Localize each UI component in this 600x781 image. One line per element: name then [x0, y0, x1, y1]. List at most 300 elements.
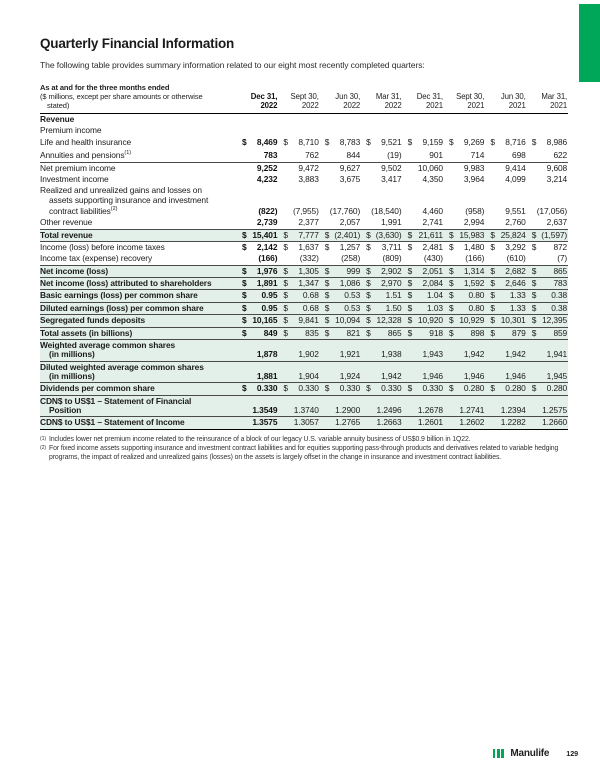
value-cell: $ 0.330	[403, 383, 444, 395]
value-cell	[320, 114, 361, 126]
section-tab-marker	[579, 4, 600, 82]
value-cell: $ 0.95	[237, 302, 278, 314]
value-cell: $ 1,976	[237, 265, 278, 277]
value-cell: $ 9,521	[366, 136, 402, 147]
table-row-dividends-per-common-share	[40, 383, 568, 395]
value-cell: 1,938	[361, 340, 402, 362]
value-cell: 10,060	[403, 162, 444, 174]
value-cell: 1.2663	[361, 417, 402, 429]
dollar-sign: $	[531, 302, 537, 313]
dollar-sign: $	[531, 278, 537, 289]
table-row-weighted-average-common-shares	[40, 340, 568, 362]
dollar-sign: $	[242, 327, 247, 338]
value-cell: 1.3549	[237, 395, 278, 417]
dollar-sign: $	[531, 290, 537, 301]
value-cell: 1,942	[361, 361, 402, 383]
value-cell: 1,878	[237, 340, 278, 362]
dollar-sign: $	[407, 327, 413, 338]
dollar-sign: $	[407, 383, 413, 394]
dollar-sign: $	[448, 136, 454, 147]
value-cell	[278, 125, 319, 136]
value-cell: (19)	[387, 150, 402, 161]
value-cell: $ 0.280	[485, 383, 526, 395]
value-cell: $ 2,682	[485, 265, 526, 277]
row-label-realized-unrealized-gains-losses: Realized and unrealized gains and losses on assets supporting insurance and investment contract liabilities$^{(2)}$	[40, 185, 209, 216]
value-cell: $ 918	[403, 327, 444, 339]
value-cell: (610)	[506, 253, 526, 264]
value-cell: $ 1,637	[278, 241, 319, 253]
value-cell: 1,946	[485, 361, 526, 383]
table-row-premium-income-section	[40, 125, 568, 136]
row-label-dividends-per-common-share: Dividends per common share	[40, 383, 237, 395]
value-cell: $ 8,716	[490, 136, 526, 147]
value-cell: 1.2660	[527, 417, 568, 429]
value-cell: 9,502	[361, 162, 402, 174]
value-cell: $ 2,902	[361, 265, 402, 277]
value-cell: $ 1,257	[320, 241, 361, 253]
dollar-sign: $	[242, 302, 247, 313]
value-cell: $ 821	[320, 327, 361, 339]
table-row-net-premium-income	[40, 162, 568, 174]
value-cell: $ 0.53	[320, 302, 361, 314]
row-label-total-assets: Total assets (in billions)	[40, 327, 237, 339]
row-label-other-revenue: Other revenue	[40, 217, 93, 228]
dollar-sign: $	[490, 136, 495, 147]
value-cell: 9,608	[527, 162, 568, 174]
value-cell: $ 849	[237, 327, 278, 339]
value-cell: 3,883	[298, 173, 319, 184]
value-cell: $ (3,630)	[361, 229, 402, 241]
value-cell: $ 1.03	[403, 302, 444, 314]
dollar-sign: $	[324, 315, 330, 326]
value-cell: $ 9,269	[448, 136, 485, 147]
value-cell: $ 859	[527, 327, 568, 339]
value-cell: 3,417	[381, 173, 402, 184]
dollar-sign: $	[242, 278, 247, 289]
value-cell: $ 0.68	[278, 302, 319, 314]
row-label-income-before-income-taxes: Income (loss) before income taxes	[40, 241, 237, 253]
value-cell: 3,675	[339, 173, 361, 184]
value-cell: (7,955)	[292, 205, 319, 216]
dollar-sign: $	[531, 136, 537, 147]
dollar-sign: $	[490, 315, 495, 326]
dollar-sign: $	[490, 327, 495, 338]
value-cell: 622	[553, 150, 568, 161]
value-cell: 1.2602	[444, 417, 485, 429]
dollar-sign: $	[531, 383, 537, 394]
value-cell: $ 8,710	[283, 136, 319, 147]
dollar-sign: $	[366, 136, 371, 147]
dollar-sign: $	[366, 290, 371, 301]
row-label-life-and-health-insurance: Life and health insurance	[40, 136, 132, 147]
value-cell: $ 21,611	[403, 229, 444, 241]
dollar-sign: $	[407, 265, 413, 276]
value-cell: (18,540)	[371, 205, 402, 216]
dollar-sign: $	[366, 327, 371, 338]
value-cell: (7)	[557, 253, 568, 264]
value-cell: 1.2394	[485, 395, 526, 417]
value-cell: 1.2678	[403, 395, 444, 417]
value-cell: $ 0.95	[237, 290, 278, 302]
value-cell: (258)	[341, 253, 361, 264]
footnote-1: (1) Includes lower net premium income related to the reinsurance of a block of our legacy U.S. variable annuity business of US$0.9 billion in 1Q22.	[40, 435, 471, 443]
value-cell: 1.3575	[237, 417, 278, 429]
dollar-sign: $	[448, 302, 454, 313]
row-label-annuities-and-pensions: Annuities and pensions$^{(1)}$	[40, 150, 132, 161]
quarterly-financial-table	[40, 83, 568, 430]
dollar-sign: $	[407, 241, 413, 252]
value-cell: 1.2496	[361, 395, 402, 417]
table-row-total-assets	[40, 327, 568, 339]
value-cell: $ 0.330	[278, 383, 319, 395]
dollar-sign: $	[366, 315, 371, 326]
value-cell: 2,057	[339, 217, 361, 228]
value-cell: 1,946	[444, 361, 485, 383]
footnotes	[40, 436, 568, 463]
value-cell: $ 9,159	[407, 136, 443, 147]
value-cell: 1,946	[403, 361, 444, 383]
value-cell: 1,904	[278, 361, 319, 383]
value-cell: $ 1.04	[403, 290, 444, 302]
dollar-sign: $	[448, 315, 454, 326]
value-cell: 9,414	[485, 162, 526, 174]
dollar-sign: $	[366, 229, 371, 240]
value-cell: (430)	[423, 253, 443, 264]
value-cell: $ 0.80	[444, 302, 485, 314]
value-cell: $ 12,395	[527, 315, 568, 327]
value-cell: 1.3740	[278, 395, 319, 417]
dollar-sign: $	[531, 229, 537, 240]
page-number: 129	[566, 749, 578, 758]
value-cell: 714	[470, 150, 485, 161]
dollar-sign: $	[324, 383, 330, 394]
value-cell: $ 2,084	[403, 278, 444, 290]
value-cell: 844	[346, 150, 361, 161]
table-row-annuities-and-pensions	[40, 148, 568, 162]
dollar-sign: $	[242, 241, 247, 252]
value-cell: $ 0.330	[320, 383, 361, 395]
value-cell: $ 0.280	[444, 383, 485, 395]
column-header-6: Sept 30, 2021	[444, 83, 485, 114]
dollar-sign: $	[407, 229, 413, 240]
value-cell: $ 3,711	[361, 241, 402, 253]
dollar-sign: $	[490, 241, 495, 252]
row-label-net-income-loss: Net income (loss)	[40, 265, 237, 277]
dollar-sign: $	[531, 315, 537, 326]
table-row-investment-income	[40, 174, 568, 185]
dollar-sign: $	[407, 315, 413, 326]
value-cell: 4,099	[505, 173, 526, 184]
dollar-sign: $	[324, 278, 330, 289]
value-cell: 9,627	[320, 162, 361, 174]
dollar-sign: $	[283, 278, 288, 289]
value-cell: $ 3,292	[485, 241, 526, 253]
table-header-row	[40, 83, 568, 114]
value-cell: $ 879	[485, 327, 526, 339]
value-cell: 2,741	[422, 217, 443, 228]
value-cell	[527, 125, 568, 136]
value-cell: 783	[263, 150, 278, 161]
value-cell	[237, 125, 278, 136]
dollar-sign: $	[448, 278, 454, 289]
value-cell: $ (1,597)	[527, 229, 568, 241]
value-cell: 901	[429, 150, 443, 161]
value-cell: $ (2,401)	[320, 229, 361, 241]
row-label-segregated-funds-deposits: Segregated funds deposits	[40, 315, 237, 327]
value-cell: $ 1,086	[320, 278, 361, 290]
dollar-sign: $	[531, 327, 537, 338]
value-cell: 1,924	[320, 361, 361, 383]
value-cell	[403, 125, 444, 136]
dollar-sign: $	[448, 241, 454, 252]
value-cell: 3,214	[546, 173, 568, 184]
value-cell: $ 2,142	[237, 241, 278, 253]
value-cell	[527, 114, 568, 126]
value-cell: $ 8,469	[242, 136, 278, 147]
value-cell	[444, 125, 485, 136]
dollar-sign: $	[531, 265, 537, 276]
value-cell: $ 1,480	[444, 241, 485, 253]
table-row-diluted-weighted-average-common-shares	[40, 361, 568, 383]
value-cell: $ 898	[444, 327, 485, 339]
dollar-sign: $	[448, 290, 454, 301]
dollar-sign: $	[490, 302, 495, 313]
value-cell: $ 0.68	[278, 290, 319, 302]
row-label-total-revenue: Total revenue	[40, 229, 237, 241]
value-cell	[320, 125, 361, 136]
value-cell: $ 0.53	[320, 290, 361, 302]
value-cell: $ 872	[527, 241, 568, 253]
column-header-7: Jun 30, 2021	[485, 83, 526, 114]
page-footer	[493, 748, 578, 759]
table-stub-header	[40, 83, 237, 114]
table-row-cdn-to-us-financial-position	[40, 395, 568, 417]
row-label-net-premium-income: Net premium income	[40, 162, 237, 174]
dollar-sign: $	[407, 290, 413, 301]
dollar-sign: $	[366, 265, 371, 276]
dollar-sign: $	[283, 290, 288, 301]
row-label-net-income-attributed-to-shareholders: Net income (loss) attributed to shareholders	[40, 278, 237, 290]
value-cell: 1.2765	[320, 417, 361, 429]
dollar-sign: $	[242, 136, 247, 147]
dollar-sign: $	[283, 315, 288, 326]
value-cell: 1,945	[527, 361, 568, 383]
dollar-sign: $	[324, 302, 330, 313]
dollar-sign: $	[242, 315, 247, 326]
value-cell: 4,350	[422, 173, 443, 184]
value-cell: 2,760	[505, 217, 526, 228]
dollar-sign: $	[448, 327, 454, 338]
value-cell: 2,637	[546, 217, 568, 228]
dollar-sign: $	[490, 290, 495, 301]
manulife-logo-icon	[493, 749, 506, 758]
dollar-sign: $	[324, 229, 330, 240]
value-cell	[278, 114, 319, 126]
value-cell: 1.2741	[444, 395, 485, 417]
value-cell: $ 8,986	[531, 136, 568, 147]
row-label-investment-income: Investment income	[40, 173, 109, 184]
table-row-total-revenue	[40, 229, 568, 241]
dollar-sign: $	[407, 278, 413, 289]
table-row-segregated-funds-deposits	[40, 315, 568, 327]
value-cell: 2,994	[463, 217, 485, 228]
value-cell: $ 10,920	[403, 315, 444, 327]
value-cell: $ 15,401	[237, 229, 278, 241]
dollar-sign: $	[448, 229, 454, 240]
value-cell: $ 783	[527, 278, 568, 290]
value-cell: $ 1.33	[485, 302, 526, 314]
table-row-income-before-income-taxes	[40, 241, 568, 253]
dollar-sign: $	[490, 383, 495, 394]
row-label-income-tax-expense-recovery: Income tax (expense) recovery	[40, 253, 153, 264]
value-cell: $ 15,983	[444, 229, 485, 241]
value-cell: 1.2900	[320, 395, 361, 417]
value-cell	[485, 125, 526, 136]
dollar-sign: $	[283, 327, 288, 338]
value-cell: (17,760)	[329, 205, 361, 216]
row-label-premium-income-section: Premium income	[40, 125, 102, 136]
footnote-2: (2) For fixed income assets supporting insurance and investment contract liabilities and for equities supporting pass-through products and derivatives related to variable hedging programs, the impact of realized and unrealized gains (losses) on the assets is largely offset in the change in insurance and investment contract liabilities.	[40, 445, 559, 461]
dollar-sign: $	[490, 265, 495, 276]
value-cell: 698	[512, 150, 526, 161]
dollar-sign: $	[531, 241, 537, 252]
dollar-sign: $	[490, 229, 495, 240]
value-cell: 1,881	[237, 361, 278, 383]
value-cell: (332)	[299, 253, 319, 264]
value-cell: 1,921	[320, 340, 361, 362]
dollar-sign: $	[283, 229, 288, 240]
column-header-5: Dec 31, 2021	[403, 83, 444, 114]
row-label-cdn-to-us-financial-position: CDN$ to US$1 – Statement of Financial Position	[40, 395, 237, 417]
value-cell: $ 2,646	[485, 278, 526, 290]
dollar-sign: $	[366, 241, 371, 252]
table-row-revenue-section	[40, 114, 568, 126]
value-cell: $ 1.51	[361, 290, 402, 302]
value-cell: $ 2,051	[403, 265, 444, 277]
value-cell: 4,232	[256, 173, 278, 184]
value-cell: 9,551	[505, 205, 526, 216]
dollar-sign: $	[242, 290, 247, 301]
value-cell: $ 2,970	[361, 278, 402, 290]
dollar-sign: $	[407, 136, 413, 147]
value-cell: 1.3057	[278, 417, 319, 429]
stub-header-line2: ($ millions, except per share amounts or otherwise	[40, 92, 203, 101]
value-cell	[444, 114, 485, 126]
value-cell: 9,472	[278, 162, 319, 174]
dollar-sign: $	[324, 327, 330, 338]
table-row-cdn-to-us-statement-of-income	[40, 417, 568, 429]
value-cell: $ 1,314	[444, 265, 485, 277]
value-cell: (17,056)	[536, 205, 568, 216]
value-cell: 1,943	[403, 340, 444, 362]
column-header-2: Sept 30, 2022	[278, 83, 319, 114]
dollar-sign: $	[324, 241, 330, 252]
stub-header-line1: As at and for the three months ended	[40, 83, 170, 92]
value-cell	[237, 114, 278, 126]
dollar-sign: $	[242, 383, 247, 394]
value-cell: $ 25,824	[485, 229, 526, 241]
value-cell: 2,739	[256, 217, 278, 228]
value-cell: (166)	[258, 253, 278, 264]
value-cell: $ 1.50	[361, 302, 402, 314]
value-cell: 3,964	[463, 173, 485, 184]
value-cell: $ 865	[527, 265, 568, 277]
dollar-sign: $	[366, 278, 371, 289]
value-cell: $ 0.330	[237, 383, 278, 395]
value-cell: 9,983	[444, 162, 485, 174]
value-cell: $ 1.33	[485, 290, 526, 302]
dollar-sign: $	[366, 302, 371, 313]
column-header-1: Dec 31, 2022	[237, 83, 278, 114]
value-cell: $ 2,481	[403, 241, 444, 253]
dollar-sign: $	[283, 241, 288, 252]
value-cell: $ 10,929	[444, 315, 485, 327]
value-cell: 1,902	[278, 340, 319, 362]
value-cell: (958)	[465, 205, 485, 216]
dollar-sign: $	[324, 136, 330, 147]
value-cell: $ 0.38	[527, 302, 568, 314]
dollar-sign: $	[490, 278, 495, 289]
value-cell: $ 865	[361, 327, 402, 339]
value-cell: 4,460	[422, 205, 443, 216]
row-label-revenue-section: Revenue	[40, 114, 75, 124]
brand-name: Manulife	[510, 748, 550, 759]
row-label-basic-eps: Basic earnings (loss) per common share	[40, 290, 237, 302]
value-cell: 1,991	[381, 217, 402, 228]
value-cell	[485, 114, 526, 126]
value-cell	[403, 114, 444, 126]
value-cell: $ 1,305	[278, 265, 319, 277]
value-cell: $ 0.80	[444, 290, 485, 302]
dollar-sign: $	[324, 290, 330, 301]
row-label-diluted-eps: Diluted earnings (loss) per common share	[40, 302, 237, 314]
page-title: Quarterly Financial Information	[40, 36, 235, 51]
dollar-sign: $	[242, 265, 247, 276]
value-cell: 1.2601	[403, 417, 444, 429]
column-header-4: Mar 31, 2022	[361, 83, 402, 114]
value-cell: $ 1,891	[237, 278, 278, 290]
value-cell: (809)	[382, 253, 402, 264]
dollar-sign: $	[283, 136, 288, 147]
row-label-cdn-to-us-statement-of-income: CDN$ to US$1 – Statement of Income	[40, 417, 237, 429]
value-cell	[361, 114, 402, 126]
value-cell: 1.2575	[527, 395, 568, 417]
value-cell: 1,941	[527, 340, 568, 362]
value-cell: (166)	[465, 253, 485, 264]
value-cell: $ 0.330	[361, 383, 402, 395]
table-row-life-and-health-insurance	[40, 137, 568, 148]
table-row-other-revenue	[40, 217, 568, 229]
table-row-diluted-eps	[40, 302, 568, 314]
column-header-8: Mar 31, 2021	[527, 83, 568, 114]
value-cell: 1.2282	[485, 417, 526, 429]
value-cell: $ 10,165	[237, 315, 278, 327]
dollar-sign: $	[448, 383, 454, 394]
value-cell: $ 1,592	[444, 278, 485, 290]
value-cell: (822)	[258, 205, 278, 216]
value-cell: $ 9,841	[278, 315, 319, 327]
value-cell: 9,252	[237, 162, 278, 174]
value-cell: $ 1,347	[278, 278, 319, 290]
value-cell: $ 0.280	[527, 383, 568, 395]
value-cell: $ 8,783	[324, 136, 361, 147]
dollar-sign: $	[448, 265, 454, 276]
value-cell: 1,942	[485, 340, 526, 362]
dollar-sign: $	[242, 229, 247, 240]
value-cell: 1,942	[444, 340, 485, 362]
table-row-net-income-attributed-to-shareholders	[40, 278, 568, 290]
stub-header-line3: stated)	[47, 101, 70, 110]
